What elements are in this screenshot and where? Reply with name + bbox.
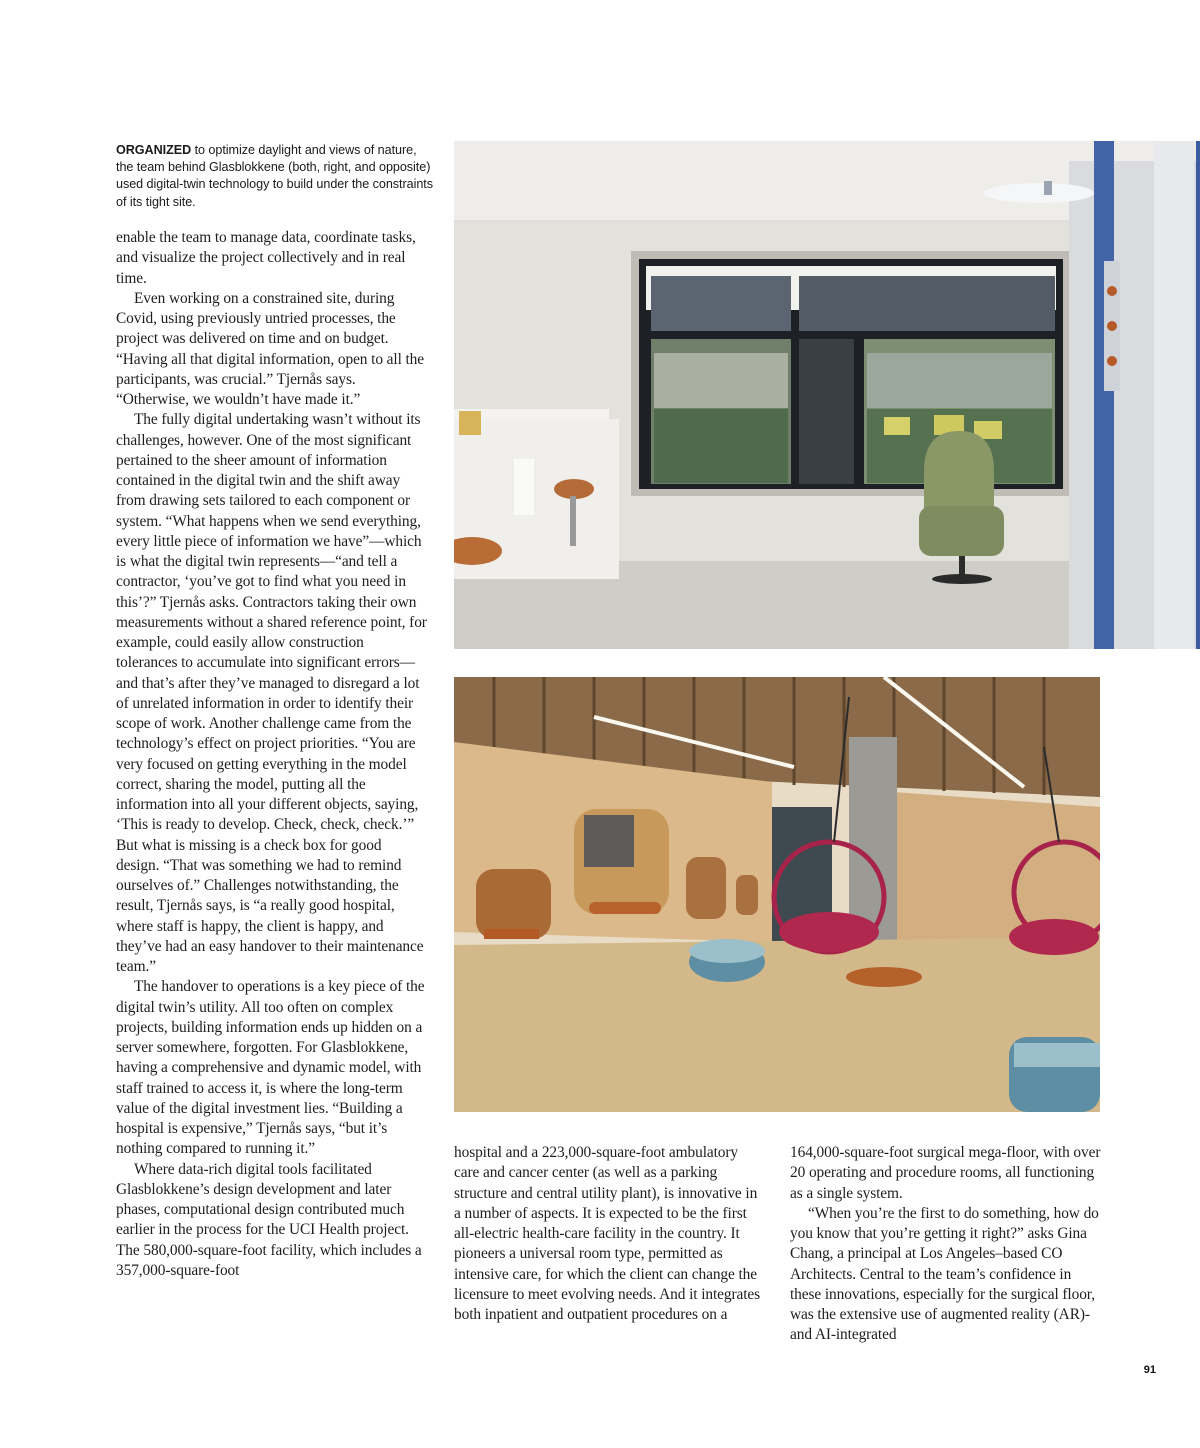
paragraph: The handover to operations is a key piece of the digital twin’s utility. All too often on complex projects, building information ends up hidden on a server somewhere, forgotten. For Glasblokkene, having a comprehensive and dynamic model, with staff trained to access it, is where the long-term value of the digital investment lies. “Building a hospital is expensive,” Tjernås says, “but it’s nothing compared to running it.”: [116, 978, 425, 1158]
body-column-3: [790, 1143, 1106, 1346]
paragraph: 164,000-square-foot surgical mega-floor, with over 20 operating and procedure rooms, all functioning as a single system.: [790, 1144, 1101, 1202]
caption-text: to optimize daylight and views of nature, the team behind Glasblokkene (both, right, and opposite) used digital-twin technology to build under the constraints of its tight site.: [116, 143, 433, 209]
paragraph: “When you’re the first to do something, how do you know that you’re getting it right?” asks Gina Chang, a principal at Los Angeles–based CO Architects. Central to the team’s confidence in these innovations, especially for the surgical floor, was the extensive use of augmented reality (AR)- and AI-integrated: [790, 1204, 1099, 1344]
body-column-1: [116, 228, 428, 1281]
paragraph: Even working on a constrained site, during Covid, using previously untried processes, the project was delivered on time and on budget. “Having all that digital information, open to all the participants, was crucial.” Tjernås says. “Otherwise, we wouldn’t have made it.”: [116, 289, 424, 408]
paragraph: enable the team to manage data, coordinate tasks, and visualize the project collectively and in real time.: [116, 229, 416, 287]
caption-lead: ORGANIZED: [116, 143, 192, 157]
paragraph: Where data-rich digital tools facilitated Glasblokkene’s design development and later phases, computational design contributed much earlier in the process for the UCI Health project. The 580,000-square-foot facility, which includes a 357,000-square-foot: [116, 1160, 422, 1279]
patient-room-photo: [454, 141, 1200, 649]
photo-caption: [116, 142, 436, 211]
paragraph: hospital and a 223,000-square-foot ambulatory care and cancer center (as well as a parking structure and central utility plant), is innovative in a number of aspects. It is expected to be the first all-electric health-care facility in the country. It pioneers a universal room type, permitted as intensive care, for which the client can change the licensure to meet evolving needs. And it integrates both inpatient and outpatient procedures on a: [454, 1144, 761, 1323]
page-number: 91: [1143, 1364, 1156, 1376]
paragraph: The fully digital undertaking wasn’t without its challenges, however. One of the most significant pertained to the sheer amount of information contained in the digital twin and the shift away from drawing sets tailored to each component or system. “What happens when we send everything, every little piece of information we have”—which is what the digital twin represents—“and tell a contractor, ‘you’ve got to find what you need in this’?” Tjernås asks. Contractors taking their own measurements without a shared reference point, for example, could easily allow construction tolerances to accumulate into significant errors—and that’s after they’ve managed to disregard a lot of unrelated information in order to identify their scope of work. Another challenge came from the technology’s effect on project priorities. “You are very focused on getting everything in the model correct, sharing the model, putting all the information into all your different objects, saying, ‘This is ready to develop. Check, check, check.’” But what is missing is a check box for good design. “That was something we had to remind ourselves of.” Challenges notwithstanding, the result, Tjernås says, is “a really good hospital, where staff is happy, the client is happy, and they’ve had an easy handover to their maintenance team.”: [116, 411, 427, 975]
body-column-2: [454, 1143, 766, 1325]
lounge-photo: [454, 677, 1100, 1112]
